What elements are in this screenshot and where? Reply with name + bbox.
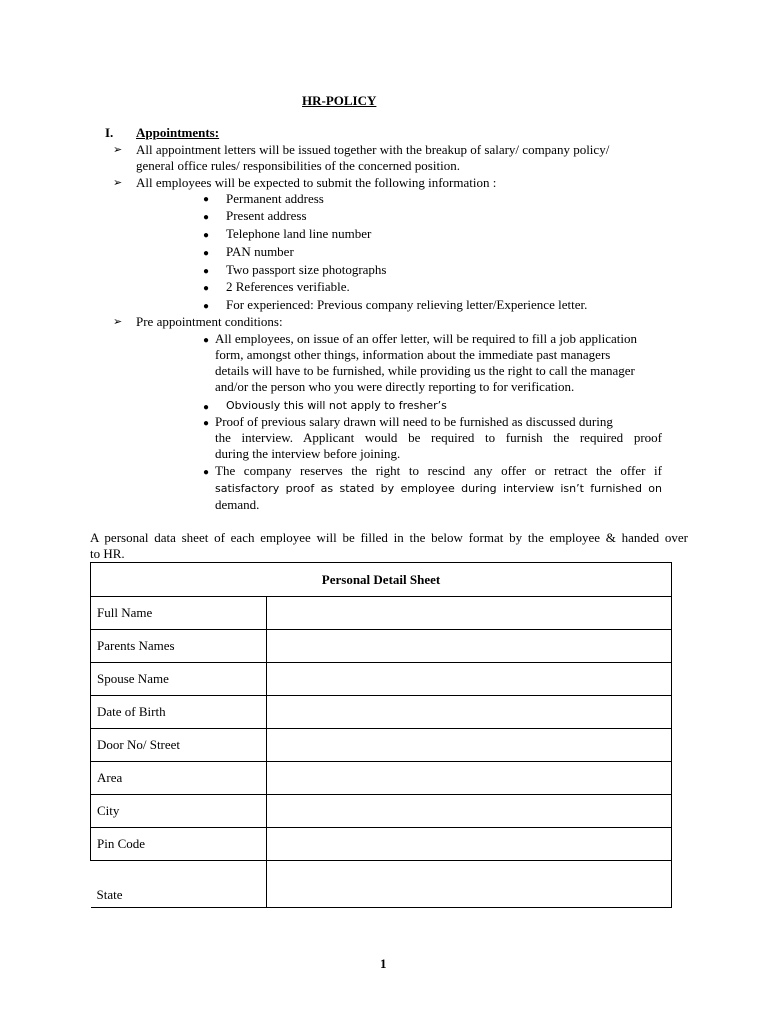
field-value-cell[interactable]: [267, 795, 672, 828]
condition2: Obviously this will not apply to fresher’s: [226, 399, 447, 412]
point3-text: Pre appointment conditions:: [136, 314, 283, 329]
bullet-icon: ●: [203, 467, 210, 478]
bullet-icon: ●: [203, 301, 210, 312]
sheet-header: Personal Detail Sheet: [91, 563, 672, 597]
condition4-line: satisfactory proof as stated by employee during interview isn’t furnished on: [215, 482, 662, 495]
field-value-cell[interactable]: [267, 729, 672, 762]
intro-line1: A personal data sheet of each employee will be filled in the below format by the employee & handed over: [90, 530, 688, 545]
field-value-cell[interactable]: [267, 663, 672, 696]
field-label: Full Name: [91, 597, 267, 630]
bullet-icon: ●: [203, 335, 210, 346]
condition1-line: form, amongst other things, information about the immediate past managers: [215, 347, 611, 362]
field-value-cell[interactable]: [267, 630, 672, 663]
field-value-cell[interactable]: [267, 861, 672, 908]
field-label: City: [91, 795, 267, 828]
bullet-icon: ●: [203, 248, 210, 259]
bullet-icon: ●: [203, 194, 210, 205]
point1-line2: general office rules/ responsibilities of the concerned position.: [136, 158, 460, 173]
info-item: PAN number: [226, 244, 294, 259]
arrow-bullet-icon: ➢: [113, 177, 123, 189]
field-value-cell[interactable]: [267, 762, 672, 795]
section-number: I.: [105, 125, 114, 140]
section-heading: Appointments:: [136, 125, 220, 140]
field-label: Parents Names: [91, 630, 267, 663]
condition4-line: demand.: [215, 497, 260, 512]
condition1-line: All employees, on issue of an offer letter, will be required to fill a job application: [215, 331, 637, 346]
arrow-bullet-icon: ➢: [113, 316, 123, 328]
info-item: Two passport size photographs: [226, 262, 387, 277]
arrow-bullet-icon: ➢: [113, 144, 123, 156]
field-label: State: [91, 861, 267, 908]
bullet-icon: ●: [203, 283, 210, 294]
field-label: Pin Code: [91, 828, 267, 861]
bullet-icon: ●: [203, 212, 210, 223]
condition1-line: and/or the person who you were directly reporting to for verification.: [215, 379, 575, 394]
condition1-line: details will have to be furnished, while providing us the right to call the manager: [215, 363, 635, 378]
field-value-cell[interactable]: [267, 828, 672, 861]
page-title: HR-POLICY: [302, 93, 377, 108]
condition4-line: The company reserves the right to rescind any offer or retract the offer if: [215, 463, 662, 478]
condition3-line: during the interview before joining.: [215, 446, 401, 461]
info-item: For experienced: Previous company relieving letter/Experience letter.: [226, 297, 588, 312]
bullet-icon: ●: [203, 230, 210, 241]
field-value-cell[interactable]: [267, 696, 672, 729]
info-item: Telephone land line number: [226, 226, 372, 241]
bullet-icon: ●: [203, 266, 210, 277]
info-item: Present address: [226, 208, 307, 223]
point1-line1: All appointment letters will be issued together with the breakup of salary/ company policy/: [136, 142, 610, 157]
field-label: Area: [91, 762, 267, 795]
bullet-icon: ●: [203, 418, 210, 429]
info-item: Permanent address: [226, 191, 324, 206]
page-number: 1: [380, 956, 387, 971]
bullet-icon: ●: [203, 402, 210, 413]
condition3-line: the interview. Applicant would be required to furnish the required proof: [215, 430, 662, 445]
intro-line2: to HR.: [90, 546, 125, 561]
personal-detail-sheet: [90, 562, 672, 908]
info-item: 2 References verifiable.: [226, 279, 350, 294]
field-value-cell[interactable]: [267, 597, 672, 630]
field-label: Door No/ Street: [91, 729, 267, 762]
condition3-line: Proof of previous salary drawn will need to be furnished as discussed during: [215, 414, 613, 429]
field-label: Spouse Name: [91, 663, 267, 696]
point2-text: All employees will be expected to submit the following information :: [136, 175, 497, 190]
field-label: Date of Birth: [91, 696, 267, 729]
